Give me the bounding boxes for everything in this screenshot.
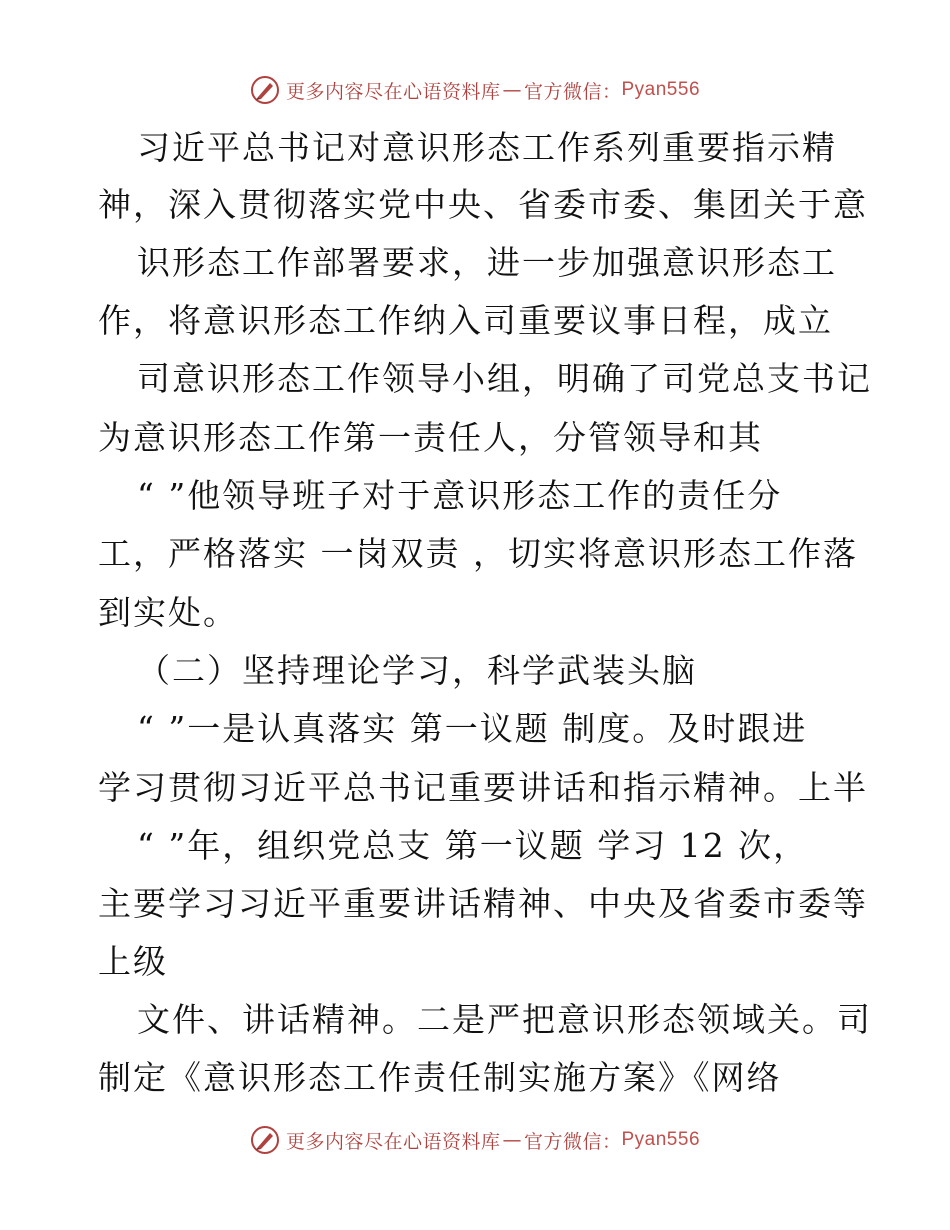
pen-logo-icon bbox=[250, 75, 280, 105]
header-watermark bbox=[0, 70, 950, 110]
text-line: “ ”一是认真落实 第一议题 制度。及时跟进 bbox=[137, 709, 808, 748]
text-line: 司意识形态工作领导小组，明确了司党总支书记 bbox=[137, 359, 872, 398]
text-line: “ ”年，组织党总支 第一议题 学习 12 次， bbox=[137, 826, 809, 865]
pen-logo-icon bbox=[250, 1125, 280, 1155]
text-line: 工，严格落实 一岗双责 ，切实将意识形态工作落 bbox=[98, 534, 858, 573]
text-line: 学习贯彻习近平总书记重要讲话和指示精神。上半 bbox=[98, 768, 868, 807]
text-line: 识形态工作部署要求，进一步加强意识形态工 bbox=[137, 243, 837, 282]
text-line: 上级 bbox=[98, 942, 168, 981]
text-line: 制定《意识形态工作责任制实施方案》《网络 bbox=[98, 1058, 782, 1097]
text-line: 作，将意识形态工作纳入司重要议事日程，成立 bbox=[98, 301, 833, 340]
text-line: “ ”他领导班子对于意识形态工作的责任分 bbox=[137, 476, 783, 515]
text-line: 习近平总书记对意识形态工作系列重要指示精 bbox=[137, 128, 837, 167]
section-heading: （二）坚持理论学习，科学武装头脑 bbox=[137, 651, 697, 690]
watermark-text: 更多内容尽在心语资料库 bbox=[285, 1130, 501, 1153]
watermark-wechat-id: Pyan556 bbox=[621, 79, 701, 100]
text-line: 到实处。 bbox=[98, 593, 238, 632]
watermark-text: 更多内容尽在心语资料库 bbox=[285, 80, 501, 103]
watermark-wechat-id: Pyan556 bbox=[621, 1129, 701, 1150]
watermark-separator: — bbox=[502, 1129, 522, 1151]
watermark-suffix: 官方微信： bbox=[523, 80, 622, 103]
text-line: 为意识形态工作第一责任人，分管领导和其 bbox=[98, 418, 763, 457]
text-line: 文件、讲话精神。二是严把意识形态领域关。司 bbox=[137, 1000, 872, 1039]
text-line: 神，深入贯彻落实党中央、省委市委、集团关于意 bbox=[98, 185, 868, 224]
footer-watermark bbox=[0, 1120, 950, 1160]
text-line: 主要学习习近平重要讲话精神、中央及省委市委等 bbox=[98, 884, 868, 923]
watermark-separator: — bbox=[502, 79, 522, 101]
watermark-suffix: 官方微信： bbox=[523, 1130, 622, 1153]
